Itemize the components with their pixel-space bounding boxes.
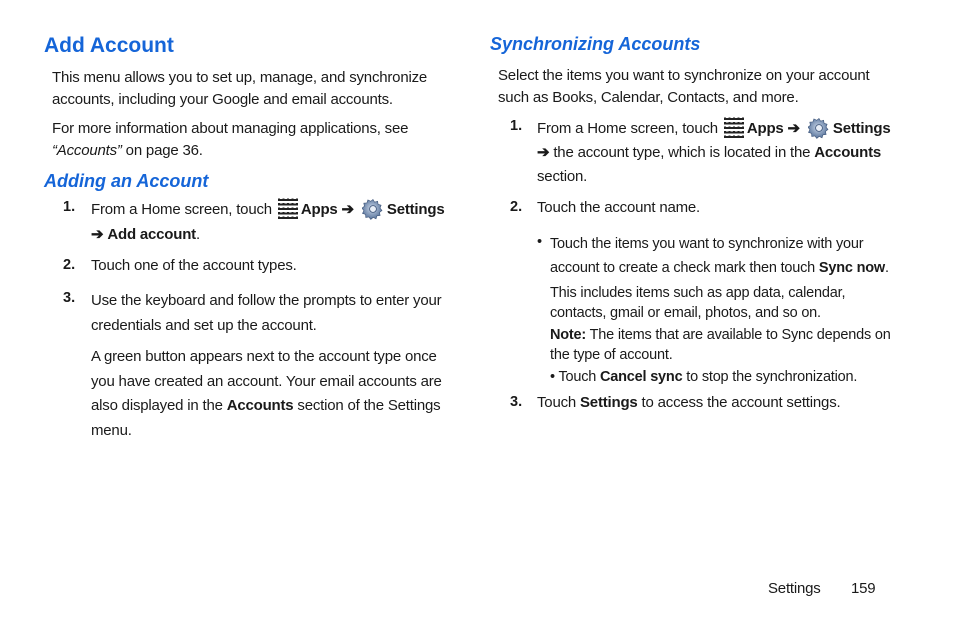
step-text-end: to access the account settings. <box>641 394 841 411</box>
green-button-note <box>91 345 456 443</box>
bullet-icon: • <box>550 369 555 385</box>
note-text-end: section of the Settings menu. <box>91 397 441 439</box>
settings-gear-icon <box>808 117 830 139</box>
page-reference-text: on page 36. <box>125 142 203 159</box>
footer-section: Settings <box>768 580 821 597</box>
step-1-text <box>91 197 456 247</box>
intro-paragraph <box>52 67 452 111</box>
step-number: 3. <box>510 394 523 410</box>
bullet-text: Touch <box>558 369 597 385</box>
page-title: Add Account <box>44 34 174 57</box>
step-text: From a Home screen, touch <box>91 201 272 218</box>
step-text-end: section. <box>537 168 588 185</box>
note-text: The items that are available to Sync depends on the type of account. <box>550 327 891 363</box>
apps-grid-icon <box>724 116 744 138</box>
punctuation: . <box>195 226 200 243</box>
intro-text: This menu allows you to set up, manage, and synchronize accounts, including your Google and email accounts. <box>52 69 428 108</box>
settings-label: Settings <box>386 201 445 218</box>
step-number: 1. <box>63 199 76 215</box>
punctuation: . <box>884 260 889 276</box>
page-number: 159 <box>851 580 876 597</box>
step-2-text: Touch one of the account types. <box>91 257 297 274</box>
sync-step-3-text <box>537 392 902 414</box>
sync-step-2-text: Touch the account name. <box>537 199 701 216</box>
settings-gear-icon <box>362 198 384 220</box>
accounts-label: Accounts <box>814 144 882 161</box>
step-number: 1. <box>510 118 523 134</box>
arrow-icon: ➔ <box>537 144 550 161</box>
sync-bullet-1 <box>550 232 900 280</box>
settings-label: Settings <box>832 120 891 137</box>
arrow-icon: ➔ <box>787 120 800 137</box>
sync-bullet-2 <box>550 367 900 387</box>
step-3-text: Use the keyboard and follow the prompts to enter your credentials and set up the account. <box>91 292 442 334</box>
add-account-label: Add account <box>107 226 196 243</box>
sync-step-1-text <box>537 116 902 189</box>
step-text: Touch <box>537 394 577 411</box>
apps-label: Apps <box>746 120 784 137</box>
cancel-sync-label: Cancel sync <box>600 369 683 385</box>
bullet-text-end: to stop the synchronization. <box>686 369 858 385</box>
more-info-paragraph <box>52 118 452 162</box>
bullet-text: Touch the items you want to synchronize with your account to create a check mark then touch <box>550 236 864 276</box>
apps-label: Apps <box>300 201 338 218</box>
step-text-mid: the account type, which is located in the <box>553 144 811 161</box>
step-number: 2. <box>63 257 76 273</box>
sync-now-label: Sync now <box>818 260 885 276</box>
note-text: A green button appears next to the account type once you have created an account. Your email accounts are also displayed in the <box>91 348 442 414</box>
step-number: 3. <box>63 290 76 306</box>
apps-grid-icon <box>278 197 298 219</box>
bullet-detail: This includes items such as app data, calendar, contacts, gmail or email, photos, and so on. <box>550 285 846 321</box>
step-text: From a Home screen, touch <box>537 120 718 137</box>
section-heading-sync: Synchronizing Accounts <box>490 34 701 54</box>
more-info-text: For more information about managing applications, see <box>52 120 409 137</box>
sync-intro: Select the items you want to synchronize on your account such as Books, Calendar, Contacts, and more. <box>498 67 870 106</box>
settings-label: Settings <box>580 394 638 411</box>
accounts-label: Accounts <box>226 397 294 414</box>
section-heading-adding: Adding an Account <box>44 171 209 191</box>
arrow-icon: ➔ <box>91 226 104 243</box>
note-label: Note: <box>550 327 587 343</box>
arrow-icon: ➔ <box>341 201 354 218</box>
bullet-icon: • <box>537 234 542 250</box>
accounts-reference-link[interactable]: “Accounts” <box>52 142 122 159</box>
sync-note <box>550 325 900 365</box>
step-number: 2. <box>510 199 523 215</box>
